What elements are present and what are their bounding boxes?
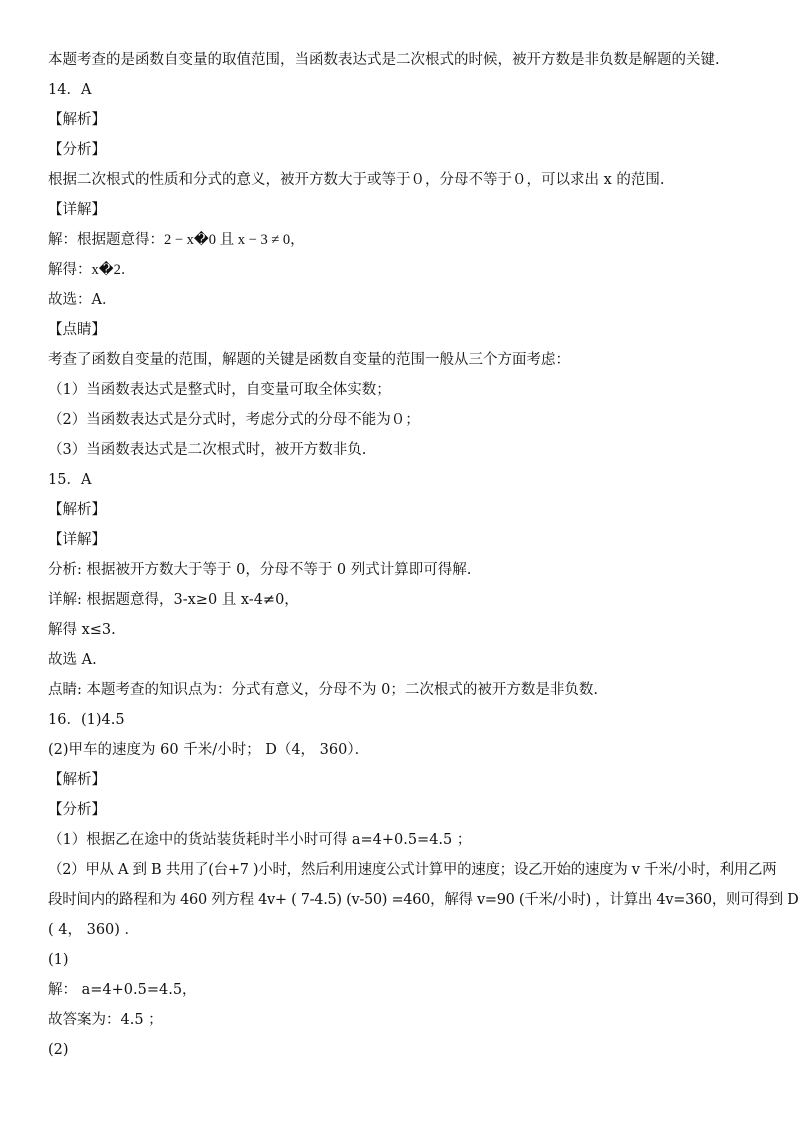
- text-line: 故选：A．: [48, 292, 117, 308]
- section-label-comment: 【点睛】: [48, 322, 106, 338]
- section-label-analysis: 【解析】: [48, 112, 106, 128]
- text-line: （2）当函数表达式是分式时，考虑分式的分母不能为０；: [48, 412, 420, 428]
- text-line: 考查了函数自变量的范围，解题的关键是函数自变量的范围一般从三个方面考虑：: [48, 352, 570, 368]
- text-line: 故选 A.: [48, 652, 97, 668]
- sub-answer-label: (2): [48, 1042, 69, 1058]
- math-line: 解得：x�2．: [48, 262, 136, 278]
- text-line: 详解: 根据题意得，3-x≥0 且 x-4≠0，: [48, 592, 299, 608]
- section-label-breakdown: 【分析】: [48, 142, 106, 158]
- text-line: 解： a=4+0.5=4.5，: [48, 982, 197, 998]
- text-line: （3）当函数表达式是二次根式时，被开方数非负.: [48, 442, 367, 458]
- section-label-detail: 【详解】: [48, 532, 106, 548]
- math-line: 解：根据题意得：2 − x�0 且 x − 3 ≠ 0，: [48, 232, 305, 248]
- text-line: 故答案为：4.5 ；: [48, 1012, 163, 1028]
- text-line: ( 4， 360) ．: [48, 922, 140, 938]
- text-line: 解得 x≤3.: [48, 622, 116, 638]
- text-line: （2）甲从 A 到 B 共用了(台+7 )小时，然后利用速度公式计算甲的速度；设乙开始的速度为 v 千米/小时，利用乙两: [48, 862, 777, 878]
- section-label-breakdown: 【分析】: [48, 802, 106, 818]
- text-line: 段时间内的路程和为 460 列方程 4v+ ( 7-4.5) (v-50) =460，解得 v=90 (千米/小时) ，计算出 4v=360，则可得到 D: [48, 892, 799, 908]
- text-line: 本题考查的是函数自变量的取值范围，当函数表达式是二次根式的时候，被开方数是非负数是解题的关键.: [48, 52, 720, 68]
- section-label-analysis: 【解析】: [48, 772, 106, 788]
- text-line: （1）根据乙在途中的货站装货耗时半小时可得 a=4+0.5=4.5 ；: [48, 832, 472, 848]
- text-line: (2)甲车的速度为 60 千米/小时； D（4， 360）．: [48, 742, 370, 758]
- answer-heading-16: 16．(1)4.5: [48, 712, 125, 728]
- text-line: 分析: 根据被开方数大于等于 0，分母不等于 0 列式计算即可得解.: [48, 562, 472, 578]
- sub-answer-label: (1): [48, 952, 69, 968]
- text-line: 点睛: 本题考查的知识点为：分式有意义，分母不为 0；二次根式的被开方数是非负数.: [48, 682, 598, 698]
- section-label-analysis: 【解析】: [48, 502, 106, 518]
- answer-heading-14: 14．A: [48, 82, 92, 98]
- text-line: 根据二次根式的性质和分式的意义，被开方数大于或等于０，分母不等于０，可以求出 x 的范围.: [48, 172, 665, 188]
- section-label-detail: 【详解】: [48, 202, 106, 218]
- answer-heading-15: 15．A: [48, 472, 92, 488]
- text-line: （1）当函数表达式是整式时，自变量可取全体实数；: [48, 382, 391, 398]
